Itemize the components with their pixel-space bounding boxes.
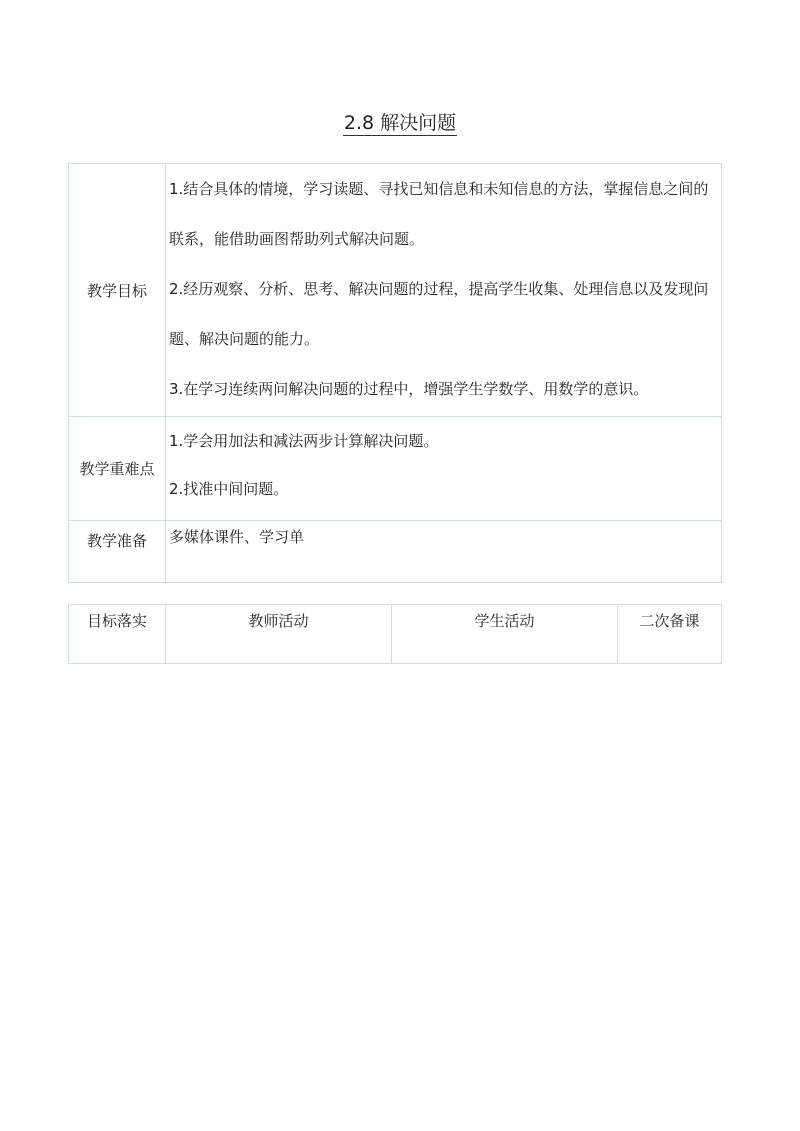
objectives-label: 教学目标 <box>69 164 166 417</box>
objective-item: 3.在学习连续两问解决问题的过程中，增强学生学数学、用数学的意识。 <box>169 380 649 398</box>
header-second-preparation: 二次备课 <box>618 605 722 664</box>
objective-item: 2.经历观察、分析、思考、解决问题的过程，提高学生收集、处理信息以及发现问题、解决问题的能力。 <box>169 280 709 348</box>
key-points-label: 教学重难点 <box>69 417 166 521</box>
key-points-row <box>69 417 722 521</box>
preparation-label: 教学准备 <box>69 521 166 583</box>
objectives-content <box>166 164 722 417</box>
page-title <box>0 108 800 138</box>
header-student-activity: 学生活动 <box>392 605 618 664</box>
header-teacher-activity: 教师活动 <box>166 605 392 664</box>
activity-table <box>68 604 722 664</box>
header-goal-implementation: 目标落实 <box>69 605 166 664</box>
objectives-row <box>69 164 722 417</box>
preparation-content: 多媒体课件、学习单 <box>166 521 722 583</box>
key-points-content <box>166 417 722 521</box>
key-point-item: 1.学会用加法和减法两步计算解决问题。 <box>169 432 439 450</box>
lesson-info-table <box>68 163 722 583</box>
page-title-text: 2.8 解决问题 <box>343 112 457 134</box>
activity-header-row <box>69 605 722 664</box>
objective-item: 1.结合具体的情境，学习读题、寻找已知信息和未知信息的方法，掌握信息之间的联系，能借助画图帮助列式解决问题。 <box>169 180 709 248</box>
key-point-item: 2.找准中间问题。 <box>169 480 289 498</box>
preparation-row <box>69 521 722 583</box>
